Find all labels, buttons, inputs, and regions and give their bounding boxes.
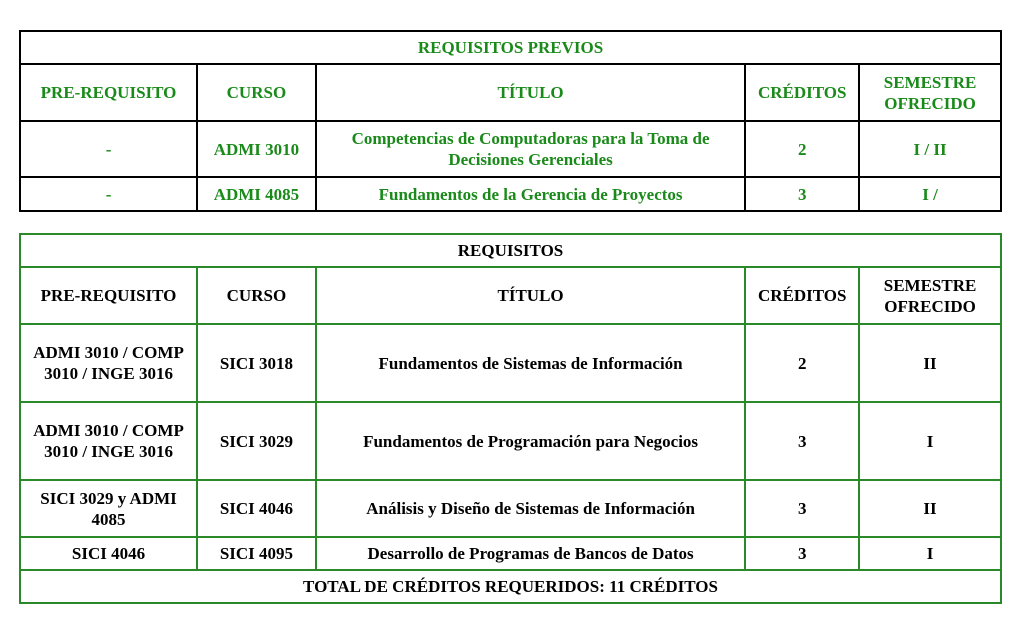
cell-semestre: I (859, 537, 1001, 570)
cell-semestre: I / II (859, 121, 1001, 177)
table-row (20, 121, 1001, 177)
header-row (20, 64, 1001, 121)
requisitos-table (19, 233, 1002, 604)
cell-curso: ADMI 4085 (197, 177, 316, 211)
cell-titulo: Desarrollo de Programas de Bancos de Datos (316, 537, 746, 570)
cell-semestre: II (859, 324, 1001, 402)
col-header-creditos: CRÉDITOS (745, 64, 859, 121)
cell-creditos: 3 (745, 480, 859, 537)
cell-creditos: 2 (745, 121, 859, 177)
table-title-row (20, 234, 1001, 267)
col-header-prereq: PRE-REQUISITO (20, 267, 197, 324)
col-header-curso: CURSO (197, 267, 316, 324)
cell-prereq: ADMI 3010 / COMP 3010 / INGE 3016 (20, 324, 197, 402)
cell-titulo: Competencias de Computadoras para la Toma de Decisiones Gerenciales (316, 121, 746, 177)
total-row (20, 570, 1001, 603)
header-row (20, 267, 1001, 324)
table-row (20, 324, 1001, 402)
table-row (20, 480, 1001, 537)
cell-prereq: ADMI 3010 / COMP 3010 / INGE 3016 (20, 402, 197, 480)
cell-titulo: Análisis y Diseño de Sistemas de Información (316, 480, 746, 537)
table-row (20, 537, 1001, 570)
cell-prereq: SICI 3029 y ADMI 4085 (20, 480, 197, 537)
table-title-row (20, 31, 1001, 64)
col-header-titulo: TÍTULO (316, 64, 746, 121)
cell-titulo: Fundamentos de Programación para Negocios (316, 402, 746, 480)
requisitos-previos-table (19, 30, 1002, 212)
table-title: REQUISITOS (20, 234, 1001, 267)
table-row (20, 177, 1001, 211)
cell-curso: SICI 3029 (197, 402, 316, 480)
cell-curso: SICI 4095 (197, 537, 316, 570)
cell-prereq: - (20, 121, 197, 177)
col-header-semestre: SEMESTRE OFRECIDO (859, 64, 1001, 121)
col-header-curso: CURSO (197, 64, 316, 121)
col-header-titulo: TÍTULO (316, 267, 746, 324)
table-title: REQUISITOS PREVIOS (20, 31, 1001, 64)
cell-creditos: 2 (745, 324, 859, 402)
cell-prereq: - (20, 177, 197, 211)
cell-titulo: Fundamentos de Sistemas de Información (316, 324, 746, 402)
col-header-creditos: CRÉDITOS (745, 267, 859, 324)
cell-creditos: 3 (745, 402, 859, 480)
col-header-semestre: SEMESTRE OFRECIDO (859, 267, 1001, 324)
table-row (20, 402, 1001, 480)
cell-creditos: 3 (745, 177, 859, 211)
cell-prereq: SICI 4046 (20, 537, 197, 570)
cell-curso: ADMI 3010 (197, 121, 316, 177)
total-credits: TOTAL DE CRÉDITOS REQUERIDOS: 11 CRÉDITOS (20, 570, 1001, 603)
cell-semestre: II (859, 480, 1001, 537)
cell-semestre: I / (859, 177, 1001, 211)
cell-curso: SICI 3018 (197, 324, 316, 402)
cell-semestre: I (859, 402, 1001, 480)
cell-curso: SICI 4046 (197, 480, 316, 537)
col-header-prereq: PRE-REQUISITO (20, 64, 197, 121)
cell-titulo: Fundamentos de la Gerencia de Proyectos (316, 177, 746, 211)
cell-creditos: 3 (745, 537, 859, 570)
